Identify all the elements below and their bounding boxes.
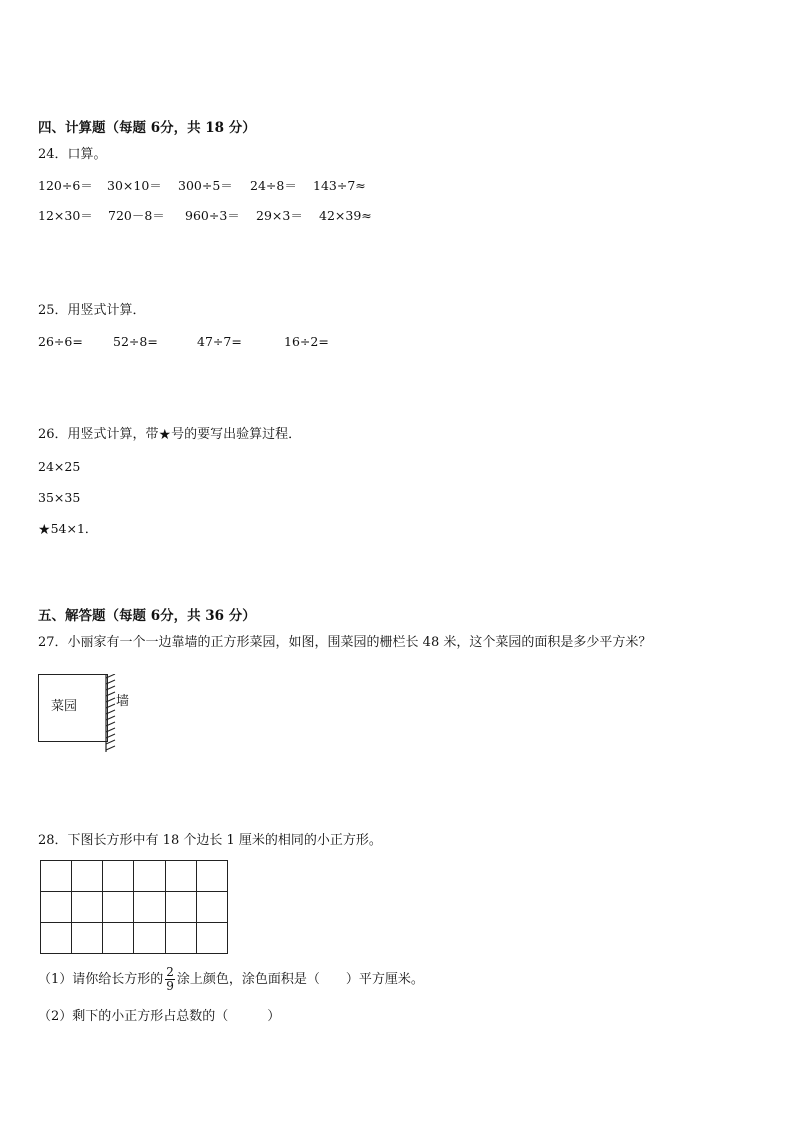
- q24-row1-expr: 24÷8＝: [250, 178, 297, 193]
- fraction-denominator: 9: [166, 979, 174, 993]
- q24-row2-expr: 12×30＝: [38, 208, 93, 223]
- q24-row1-expr: 300÷5＝: [178, 178, 233, 193]
- question-25-title: 25．用竖式计算．: [38, 303, 146, 318]
- q25-expr: 52÷8=: [113, 334, 158, 349]
- q25-expr: 26÷6=: [38, 334, 83, 349]
- q26-expr: 54×1．: [50, 521, 98, 536]
- q26-title-after: 号的要写出验算过程．: [171, 427, 302, 442]
- q28-part-1: [38, 966, 424, 994]
- wall-label: 墙: [116, 694, 130, 709]
- grid-cell: [41, 892, 72, 923]
- q26-starred-expr: [38, 520, 97, 538]
- q28-part1-after: 涂上颜色，涂色面积是（ ）平方厘米。: [176, 972, 424, 987]
- grid-row: [41, 892, 228, 923]
- grid-cell: [103, 861, 134, 892]
- q24-row2-expr: 720－8＝: [108, 208, 165, 223]
- q24-row1-expr: 143÷7≈: [313, 178, 366, 193]
- q26-expr: 24×25: [38, 459, 81, 474]
- grid-cell: [103, 892, 134, 923]
- section-4-heading: 四、计算题（每题 6分，共 18 分）: [38, 120, 256, 136]
- q25-expr: 16÷2=: [284, 334, 329, 349]
- q25-expr: 47÷7=: [197, 334, 242, 349]
- grid-cell: [41, 923, 72, 954]
- rectangle-grid: [40, 860, 228, 954]
- question-24-title: 24．口算。: [38, 147, 107, 162]
- grid-row: [41, 861, 228, 892]
- fraction-numerator: 2: [166, 965, 174, 979]
- wall-hatch: [104, 674, 118, 752]
- section-5-heading: 五、解答题（每题 6分，共 36 分）: [38, 608, 256, 624]
- q28-part1-before: （1）请你给长方形的: [38, 972, 164, 987]
- grid-cell: [165, 923, 196, 954]
- grid-cell: [165, 861, 196, 892]
- grid-cell: [72, 923, 103, 954]
- grid-cell: [165, 892, 196, 923]
- question-27-title: 27．小丽家有一个一边靠墙的正方形菜园，如图，围菜园的栅栏长 48 米，这个菜园的面积是多少平方米？: [38, 635, 652, 650]
- star-icon: ★: [158, 427, 172, 443]
- grid-cell: [134, 923, 165, 954]
- q24-row2-expr: 42×39≈: [319, 208, 372, 223]
- question-26-title: [38, 426, 301, 444]
- q26-title-before: 26．用竖式计算，带: [38, 427, 159, 442]
- q24-row2-expr: 29×3＝: [256, 208, 303, 223]
- grid-cell: [72, 861, 103, 892]
- grid-cell: [103, 923, 134, 954]
- star-icon: ★: [38, 522, 51, 538]
- grid-cell: [196, 861, 227, 892]
- grid-cell: [196, 892, 227, 923]
- grid-row: [41, 923, 228, 954]
- garden-square: [38, 674, 108, 742]
- garden-label: 菜园: [51, 699, 78, 714]
- q24-row1-expr: 120÷6＝: [38, 178, 93, 193]
- grid-cell: [72, 892, 103, 923]
- question-28-title: 28．下图长方形中有 18 个边长 1 厘米的相同的小正方形。: [38, 833, 382, 848]
- grid-cell: [196, 923, 227, 954]
- grid-cell: [134, 892, 165, 923]
- q28-part-2: （2）剩下的小正方形占总数的（ ）: [38, 1009, 281, 1024]
- grid-cell: [41, 861, 72, 892]
- grid-cell: [134, 861, 165, 892]
- q26-expr: 35×35: [38, 490, 81, 505]
- fraction: [165, 966, 175, 993]
- q24-row1-expr: 30×10＝: [107, 178, 162, 193]
- q24-row2-expr: 960÷3＝: [185, 208, 240, 223]
